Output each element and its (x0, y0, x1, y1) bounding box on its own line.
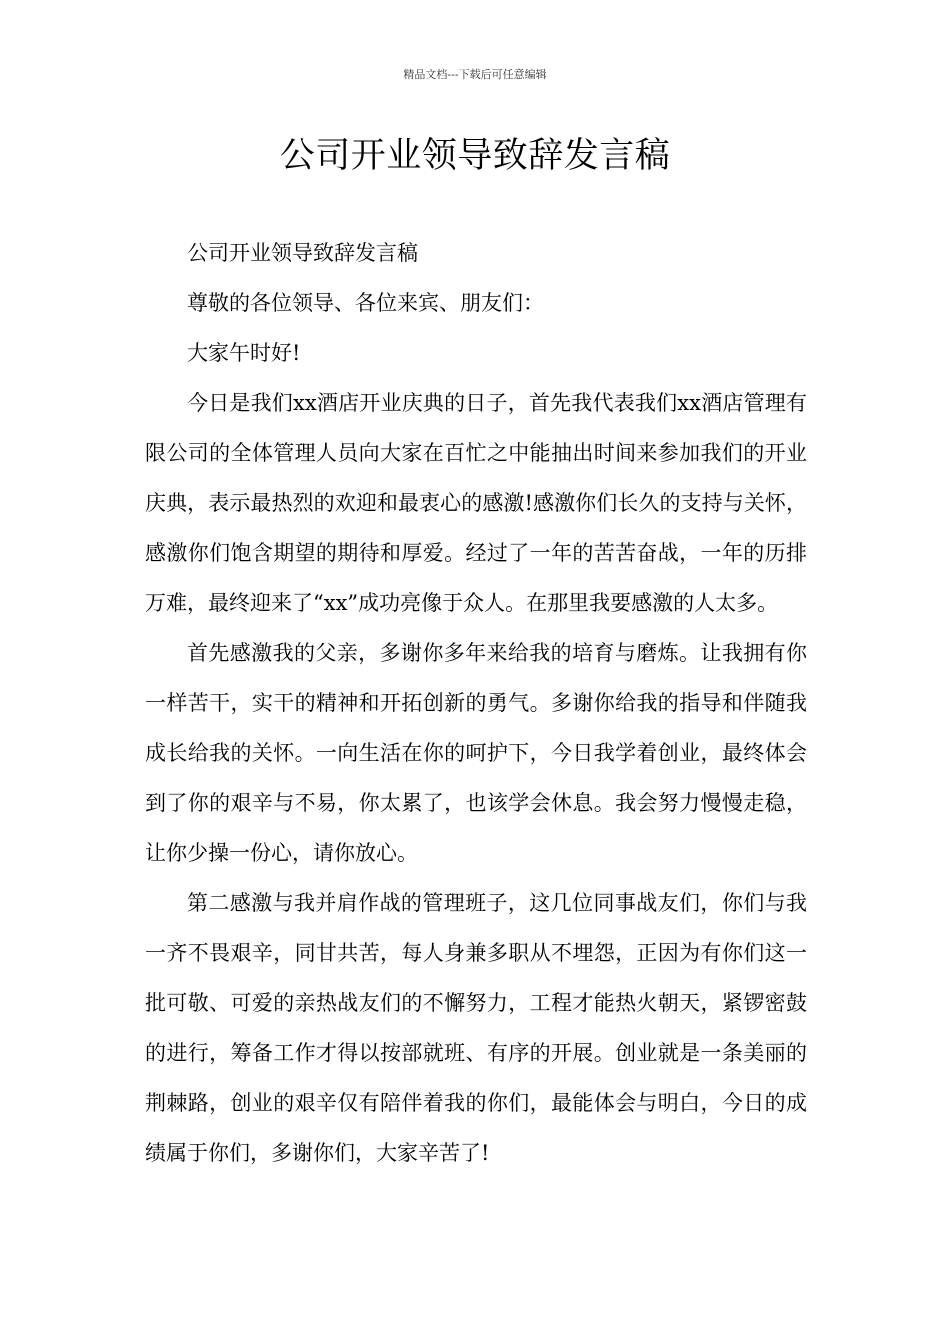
document-title: 公司开业领导致辞发言稿 (279, 136, 671, 176)
paragraph-subtitle: 公司开业领导致辞发言稿 (187, 241, 418, 265)
paragraph-thanks-father: 首先感激我的父亲，多谢你多年来给我的培育与磨炼。让我拥有你一样苦干，实干的精神和开拓创新的勇气。多谢你给我的指导和伴随我成长给我的关怀。一向生活在你的呵护下，今日我学着创业，最终体会到了你的艰辛与不易，你太累了，也该学会休息。我会努力慢慢走稳，让你少操一份心，请你放心。 (145, 641, 807, 865)
document-body (145, 228, 807, 1178)
paragraph-greeting: 大家午时好! (187, 341, 301, 365)
paragraph-salutation: 尊敬的各位领导、各位来宾、朋友们： (187, 291, 544, 315)
paragraph-opening: 今日是我们xx酒店开业庆典的日子，首先我代表我们xx酒店管理有限公司的全体管理人员向大家在百忙之中能抽出时间来参加我们的开业庆典，表示最热烈的欢迎和最衷心的感激!感激你们长久的支持与关怀，感激你们饱含期望的期待和厚爱。经过了一年的苦苦奋战，一年的历排万难，最终迎来了“xx”成功亮像于众人。在那里我要感激的人太多。 (145, 391, 807, 615)
paragraph-thanks-team: 第二感激与我并肩作战的管理班子，这几位同事战友们，你们与我一齐不畏艰辛，同甘共苦，每人身兼多职从不埋怨，正因为有你们这一批可敬、可爱的亲热战友们的不懈努力，工程才能热火朝天，紧锣密鼓的进行，筹备工作才得以按部就班、有序的开展。创业就是一条美丽的荆棘路，创业的艰辛仅有陪伴着我的你们，最能体会与明白，今日的成绩属于你们，多谢你们，大家辛苦了! (145, 891, 807, 1165)
page-header-note: 精品文档---下载后可任意编辑 (403, 68, 547, 81)
